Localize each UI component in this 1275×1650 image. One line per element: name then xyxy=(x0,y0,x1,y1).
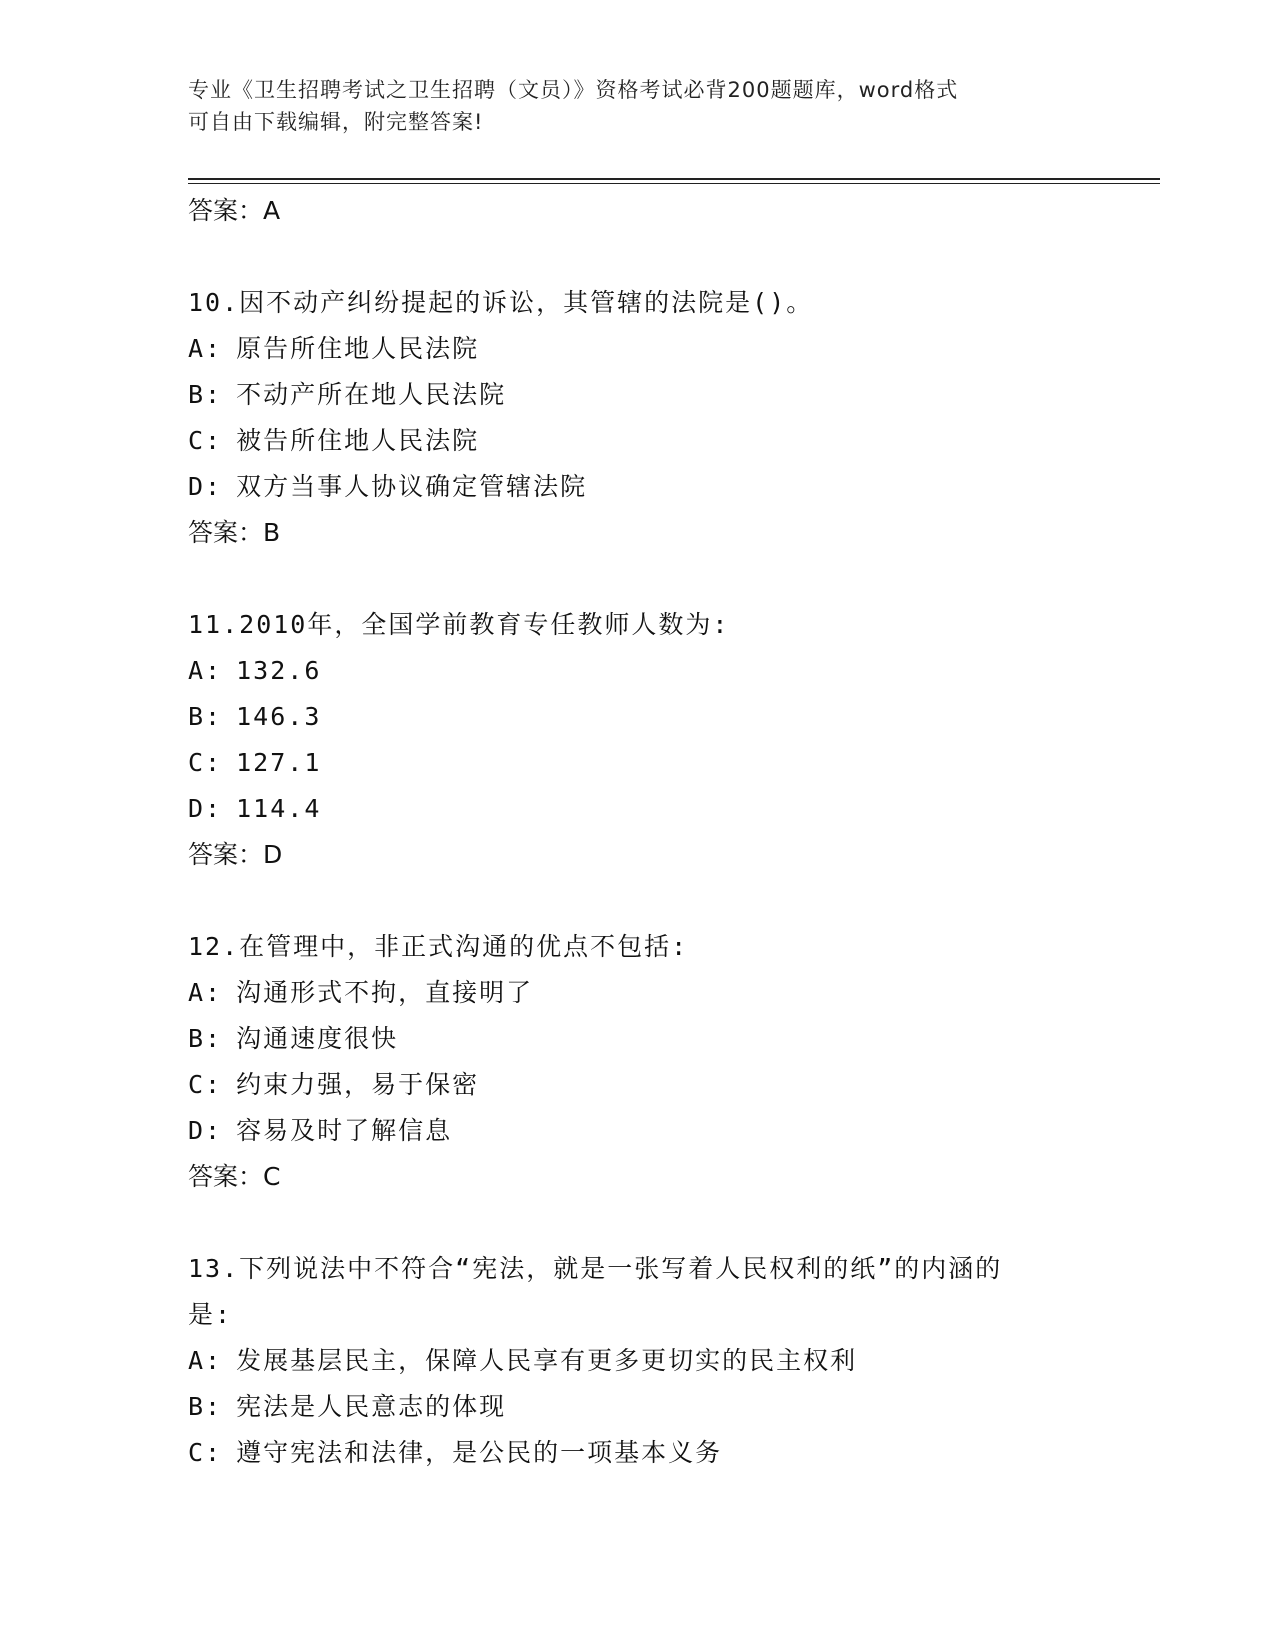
option-letter: A: xyxy=(188,334,223,363)
document-header xyxy=(188,74,1088,138)
header-rule-thin xyxy=(188,183,1160,184)
option-d xyxy=(188,786,1088,832)
answer-label: 答案：C xyxy=(188,1162,281,1191)
option-letter: A: xyxy=(188,978,223,1007)
option-text: 不动产所在地人民法院 xyxy=(236,380,507,409)
option-text: 146.3 xyxy=(236,702,322,731)
option-text: 132.6 xyxy=(236,656,322,685)
spacer xyxy=(188,556,1088,602)
option-letter: B: xyxy=(188,702,223,731)
answer-label: 答案：B xyxy=(188,518,281,547)
option-letter: C: xyxy=(188,1070,223,1099)
question-stem: 11.2010年，全国学前教育专任教师人数为: xyxy=(188,610,730,639)
option-c xyxy=(188,418,1088,464)
option-text: 127.1 xyxy=(236,748,322,777)
option-c xyxy=(188,1062,1088,1108)
option-letter: C: xyxy=(188,748,223,777)
question-stem: 10.因不动产纠纷提起的诉讼，其管辖的法院是()。 xyxy=(188,288,814,317)
option-letter: C: xyxy=(188,1438,223,1467)
option-b xyxy=(188,694,1088,740)
option-letter: A: xyxy=(188,1346,223,1375)
option-letter: B: xyxy=(188,380,223,409)
option-a xyxy=(188,326,1088,372)
previous-answer: 答案：A xyxy=(188,196,281,225)
question-list xyxy=(188,188,1088,1476)
question-stem-continued: 是: xyxy=(188,1300,233,1329)
question-block xyxy=(188,280,1088,556)
option-letter: D: xyxy=(188,472,223,501)
option-letter: D: xyxy=(188,794,223,823)
option-text: 宪法是人民意志的体现 xyxy=(236,1392,507,1421)
question-block xyxy=(188,924,1088,1200)
question-block xyxy=(188,602,1088,878)
option-text: 发展基层民主，保障人民享有更多更切实的民主权利 xyxy=(236,1346,858,1375)
answer-label: 答案：D xyxy=(188,840,283,869)
option-text: 容易及时了解信息 xyxy=(236,1116,453,1145)
spacer xyxy=(188,1200,1088,1246)
option-letter: B: xyxy=(188,1024,223,1053)
option-text: 双方当事人协议确定管辖法院 xyxy=(236,472,588,501)
question-block xyxy=(188,1246,1088,1476)
header-line-2: 可自由下载编辑，附完整答案! xyxy=(188,110,484,134)
option-text: 沟通形式不拘，直接明了 xyxy=(236,978,534,1007)
header-rule-thick xyxy=(188,178,1160,180)
option-a xyxy=(188,648,1088,694)
spacer xyxy=(188,878,1088,924)
header-line-1: 专业《卫生招聘考试之卫生招聘（文员）》资格考试必背200题题库，word格式 xyxy=(188,78,959,102)
option-text: 原告所住地人民法院 xyxy=(236,334,480,363)
option-letter: A: xyxy=(188,656,223,685)
option-a xyxy=(188,970,1088,1016)
option-d xyxy=(188,464,1088,510)
question-stem: 13.下列说法中不符合“宪法，就是一张写着人民权利的纸”的内涵的 xyxy=(188,1254,1003,1283)
option-text: 约束力强，易于保密 xyxy=(236,1070,480,1099)
option-c xyxy=(188,1430,1088,1476)
option-b xyxy=(188,372,1088,418)
option-letter: D: xyxy=(188,1116,223,1145)
option-letter: B: xyxy=(188,1392,223,1421)
option-b xyxy=(188,1384,1088,1430)
option-d xyxy=(188,1108,1088,1154)
option-text: 遵守宪法和法律，是公民的一项基本义务 xyxy=(236,1438,723,1467)
question-stem: 12.在管理中，非正式沟通的优点不包括: xyxy=(188,932,689,961)
option-b xyxy=(188,1016,1088,1062)
option-text: 被告所住地人民法院 xyxy=(236,426,480,455)
option-a xyxy=(188,1338,1088,1384)
option-c xyxy=(188,740,1088,786)
option-letter: C: xyxy=(188,426,223,455)
spacer xyxy=(188,234,1088,280)
option-text: 沟通速度很快 xyxy=(236,1024,399,1053)
option-text: 114.4 xyxy=(236,794,322,823)
